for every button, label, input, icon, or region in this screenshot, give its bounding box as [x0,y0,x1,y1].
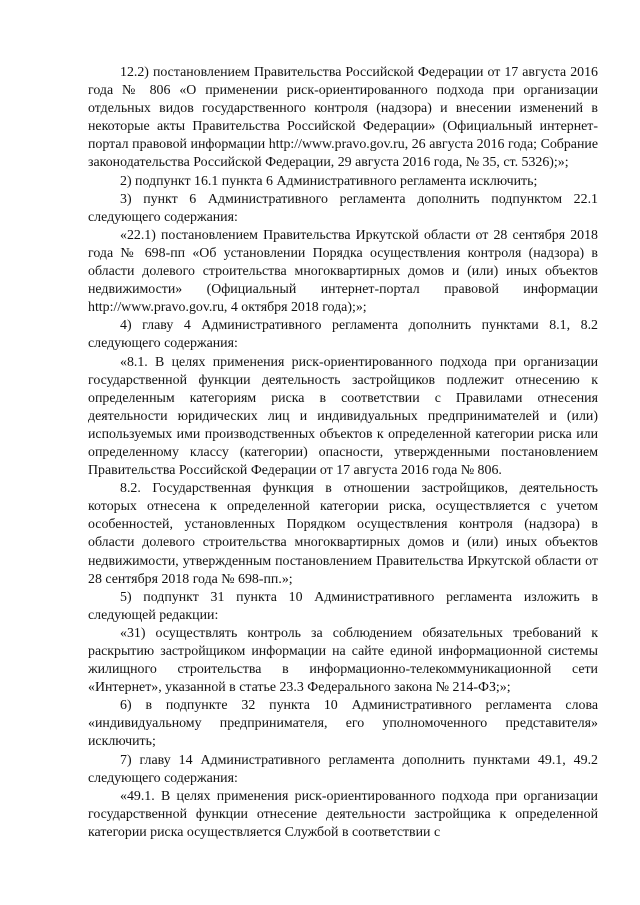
paragraph-8-2: 8.2. Государственная функция в отношении застройщиков, деятельность которых отнесена к определенной категории риска, осуществляется с учетом особенностей, установленных Порядком осуществления контроля (надзора) в области долевого строительства многоквартирных домов и (или) иных объектов недвижимости, утвержденным постановлением Правительства Иркутской области от 28 сентября 2018 года № 698-пп.»; [88,481,598,587]
paragraph-22-1: «22.1) постановлением Правительства Иркутской области от 28 сентября 2018 года № 698-пп «Об установлении Порядка осуществления контроля (надзора) в области долевого строительства многоквартирных домов и (или) иных объектов недвижимости» (Официальный интернет-портал правовой информации http://www.pravo.gov.ru, 4 октября 2018 года);»; [88,227,598,316]
paragraph-item-6: 6) в подпункте 32 пункта 10 Административного регламента слова «индивидуальному предпринимателя, его уполномоченного представителя» исключить; [88,698,598,750]
paragraph-8-1: «8.1. В целях применения риск-ориентированного подхода при организации государственной функции деятельность застройщиков подлежит отнесению к определенным категориям риска в соответствии с Правилами отнесения деятельности юридических лиц и индивидуальных предпринимателей и (или) используемых ими производственных объектов к определенной категории риска или определенному классу (категории) опасности, утвержденными постановлением Правительства Российской Федерации от 17 августа 2016 года № 806. [88,354,598,479]
paragraph-item-5: 5) подпункт 31 пункта 10 Административного регламента изложить в следующей редакции: [88,589,598,623]
paragraph-12-2: 12.2) постановлением Правительства Российской Федерации от 17 августа 2016 года № 806 «О применении риск-ориентированного подхода при организации отдельных видов государственного контроля (надзора) и внесении изменений в некоторые акты Правительства Российской Федерации» (Официальный интернет-портал правовой информации http://www.pravo.gov.ru, 26 августа 2016 года; Собрание законодательства Российской Федерации, 29 августа 2016 года, № 35, ст. 5326);»; [88,65,598,171]
paragraph-item-7: 7) главу 14 Административного регламента дополнить пунктами 49.1, 49.2 следующего содержания: [88,752,598,786]
paragraph-item-3: 3) пункт 6 Административного регламента дополнить подпунктом 22.1 следующего содержания: [88,191,598,225]
paragraph-item-4: 4) главу 4 Административного регламента дополнить пунктами 8.1, 8.2 следующего содержания: [88,318,598,352]
paragraph-item-2: 2) подпункт 16.1 пункта 6 Административного регламента исключить; [120,173,538,189]
paragraph-31: «31) осуществлять контроль за соблюдением обязательных требований к раскрытию застройщиком информации на сайте единой информационной системы жилищного строительства в информационно-телекоммуникационной сети «Интернет», указанной в статье 23.3 Федерального закона № 214-ФЗ;»; [88,625,598,696]
paragraph-49-1: «49.1. В целях применения риск-ориентированного подхода при организации государственной функции отнесение деятельности застройщика к определенной категории риска осуществляется Службой в соответствии с [88,788,598,840]
document-page [88,64,598,842]
